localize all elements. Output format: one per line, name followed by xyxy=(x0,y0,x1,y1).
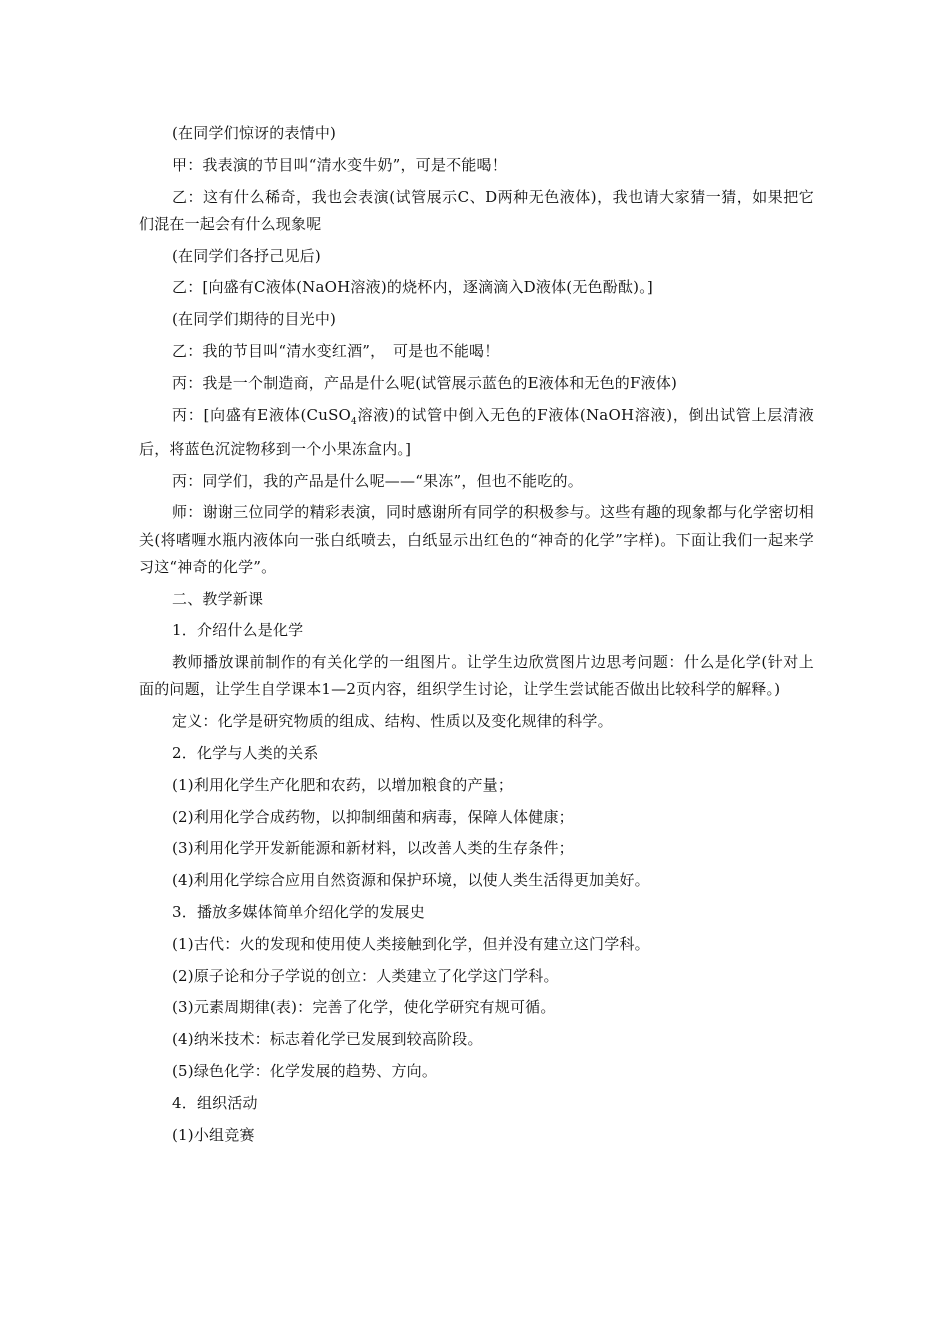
document-body xyxy=(139,120,814,1153)
paragraph: 丙：我是一个制造商，产品是什么呢(试管展示蓝色的E液体和无色的F液体) xyxy=(172,373,678,392)
paragraph: 丙：同学们，我的产品是什么呢——“果冻”，但也不能吃的。 xyxy=(172,471,583,490)
list-item: (1)利用化学生产化肥和农药，以增加粮食的产量； xyxy=(172,775,514,794)
paragraph-text-before-subscript: 丙：[向盛有E液体(CuSO xyxy=(172,405,352,424)
list-item: (1)小组竞赛 xyxy=(172,1125,255,1144)
list-item: (4)纳米技术：标志着化学已发展到较高阶段。 xyxy=(172,1030,483,1049)
list-item: (2)利用化学合成药物，以抑制细菌和病毒，保障人体健康； xyxy=(172,807,574,826)
subsection-heading: 3．播放多媒体简单介绍化学的发展史 xyxy=(172,902,425,921)
chemical-subscript: 4 xyxy=(351,416,357,427)
subsection-heading: 2．化学与人类的关系 xyxy=(172,743,319,762)
paragraph: 教师播放课前制作的有关化学的一组图片。让学生边欣赏图片边思考问题：什么是化学(针对上面的问题，让学生自学课本1—2页内容，组织学生讨论，让学生尝试能否做出比较科学的解释。) xyxy=(139,653,814,699)
paragraph: 甲：我表演的节目叫“清水变牛奶”，可是不能喝！ xyxy=(172,155,507,174)
list-item: (2)原子论和分子学说的创立：人类建立了化学这门学科。 xyxy=(172,966,559,985)
definition: 定义：化学是研究物质的组成、结构、性质以及变化规律的科学。 xyxy=(172,712,613,731)
paragraph-with-formula xyxy=(139,402,814,463)
paragraph: 师：谢谢三位同学的精彩表演，同时感谢所有同学的积极参与。这些有趣的现象都与化学密切相关(将嗜喱水瓶内液体向一张白纸喷去，白纸显示出红色的“神奇的化学”字样)。下面让我们一起来学习这“神奇的化学”。 xyxy=(139,503,814,576)
paragraph: (在同学们期待的目光中) xyxy=(172,310,337,329)
subsection-heading: 1．介绍什么是化学 xyxy=(172,621,304,640)
list-item: (3)元素周期律(表)：完善了化学，使化学研究有规可循。 xyxy=(172,998,556,1017)
paragraph: (在同学们各抒己见后) xyxy=(172,246,321,265)
list-item: (5)绿色化学：化学发展的趋势、方向。 xyxy=(172,1061,438,1080)
subsection-heading: 4．组织活动 xyxy=(172,1093,258,1112)
list-item: (4)利用化学综合应用自然资源和保护环境，以使人类生活得更加美好。 xyxy=(172,871,650,890)
paragraph-text-after-subscript: 溶液)的试管中倒入无色的F液体(NaOH溶液)，倒出试管上层清液后，将蓝色沉淀物移到一个小果冻盒内。] xyxy=(139,405,814,458)
list-item: (1)古代：火的发现和使用使人类接触到化学，但并没有建立这门学科。 xyxy=(172,934,650,953)
paragraph: 乙：这有什么稀奇，我也会表演(试管展示C、D两种无色液体)，我也请大家猜一猜，如果把它们混在一起会有什么现象呢 xyxy=(139,187,814,233)
section-heading: 二、教学新课 xyxy=(172,589,264,608)
paragraph: 乙：我的节目叫“清水变红酒”， 可是也不能喝！ xyxy=(172,341,500,360)
paragraph: 乙：[向盛有C液体(NaOH溶液)的烧杯内，逐滴滴入D液体(无色酚酞)。] xyxy=(172,278,653,297)
list-item: (3)利用化学开发新能源和新材料，以改善人类的生存条件； xyxy=(172,839,574,858)
paragraph: (在同学们惊讶的表情中) xyxy=(172,124,337,142)
